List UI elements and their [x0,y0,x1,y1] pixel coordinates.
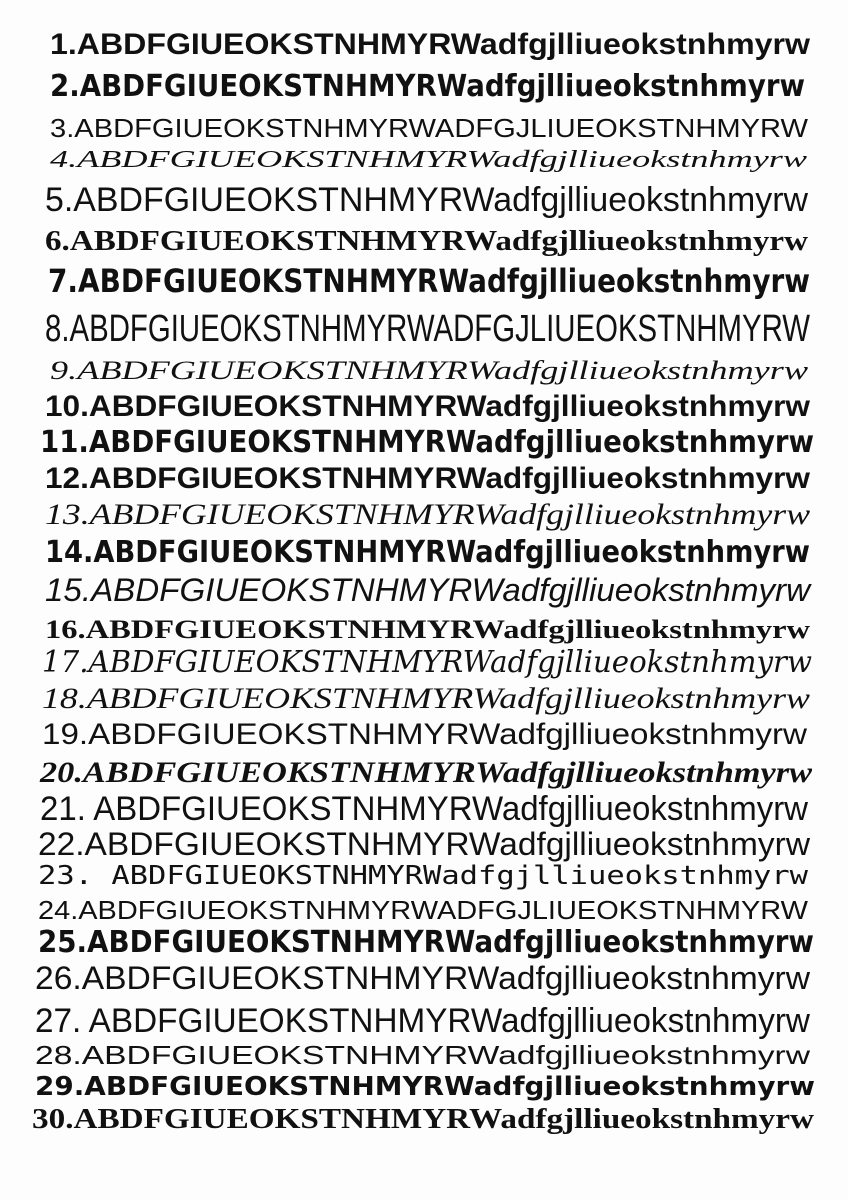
font-sample-line-9: 9.ABDFGIUEOKSTNHMYRWadfgjlliueokstnhmyrw [50,356,809,385]
font-sample-line-21: 21. ABDFGIUEOKSTNHMYRWadfgjlliueokstnhmyrw [40,790,809,828]
font-sample-line-13: 13.ABDFGIUEOKSTNHMYRWadfgjlliueokstnhmyrw [45,498,811,531]
font-sample-line-3: 3.ABDFGIUEOKSTNHMYRWADFGJLIUEOKSTNHMYRW [50,113,809,143]
font-sample-line-16: 16.ABDFGIUEOKSTNHMYRWadfgjlliueokstnhmyrw [45,615,811,644]
font-sample-line-1: 1.ABDFGIUEOKSTNHMYRWadfgjlliueokstnhmyrw [50,28,810,61]
font-sample-line-17: 17.ABDFGIUEOKSTNHMYRWadfgjlliueokstnhmyrw [42,645,813,680]
font-sample-line-2: 2.ABDFGIUEOKSTNHMYRWadfgjlliueokstnhmyrw [50,69,805,104]
font-sample-line-30: 30.ABDFGIUEOKSTNHMYRWadfgjlliueokstnhmyrw [32,1104,815,1135]
font-sample-line-20: 20.ABDFGIUEOKSTNHMYRWadfgjlliueokstnhmyrw [40,756,812,789]
font-sample-line-25: 25.ABDFGIUEOKSTNHMYRWadfgjlliueokstnhmyrw [38,925,814,960]
font-sample-line-10: 10.ABDFGIUEOKSTNHMYRWadfgjlliueokstnhmyrw [45,390,810,423]
font-sample-line-7: 7.ABDFGIUEOKSTNHMYRWadfgjlliueokstnhmyrw [48,262,811,300]
font-sample-line-15: 15.ABDFGIUEOKSTNHMYRWadfgjlliueokstnhmyrw [45,572,811,608]
font-sample-line-14: 14.ABDFGIUEOKSTNHMYRWadfgjlliueokstnhmyrw [45,535,810,570]
font-sample-line-18: 18.ABDFGIUEOKSTNHMYRWadfgjlliueokstnhmyrw [42,682,810,715]
font-sample-line-23: 23. ABDFGIUEOKSTNHMYRWadfgjlliueokstnhmyrw [38,861,809,891]
font-sample-line-6: 6.ABDFGIUEOKSTNHMYRWadfgjlliueokstnhmyrw [45,226,809,257]
font-sample-line-28: 28.ABDFGIUEOKSTNHMYRWadfgjlliueokstnhmyrw [35,1040,810,1070]
font-sample-line-22: 22.ABDFGIUEOKSTNHMYRWadfgjlliueokstnhmyrw [38,826,810,862]
font-sample-line-5: 5.ABDFGIUEOKSTNHMYRWadfgjlliueokstnhmyrw [45,181,808,219]
font-sample-line-24: 24.ABDFGIUEOKSTNHMYRWADFGJLIUEOKSTNHMYRW [38,895,808,925]
font-sample-line-8: 8.ABDFGIUEOKSTNHMYRWADFGJLIUEOKSTNHMYRW [45,308,810,350]
font-sample-line-12: 12.ABDFGIUEOKSTNHMYRWadfgjlliueokstnhmyrw [45,462,810,495]
font-sample-line-29: 29.ABDFGIUEOKSTNHMYRWadfgjlliueokstnhmyrw [35,1072,815,1102]
font-sample-line-26: 26.ABDFGIUEOKSTNHMYRWadfgjlliueokstnhmyrw [35,960,811,996]
font-sample-line-11: 11.ABDFGIUEOKSTNHMYRWadfgjlliueokstnhmyrw [40,425,815,460]
font-sample-line-19: 19.ABDFGIUEOKSTNHMYRWadfgjlliueokstnhmyrw [42,718,807,751]
font-sample-line-27: 27. ABDFGIUEOKSTNHMYRWadfgjlliueokstnhmyrw [35,1002,810,1040]
font-sample-line-4: 4.ABDFGIUEOKSTNHMYRWadfgjlliueokstnhmyrw [50,147,808,173]
